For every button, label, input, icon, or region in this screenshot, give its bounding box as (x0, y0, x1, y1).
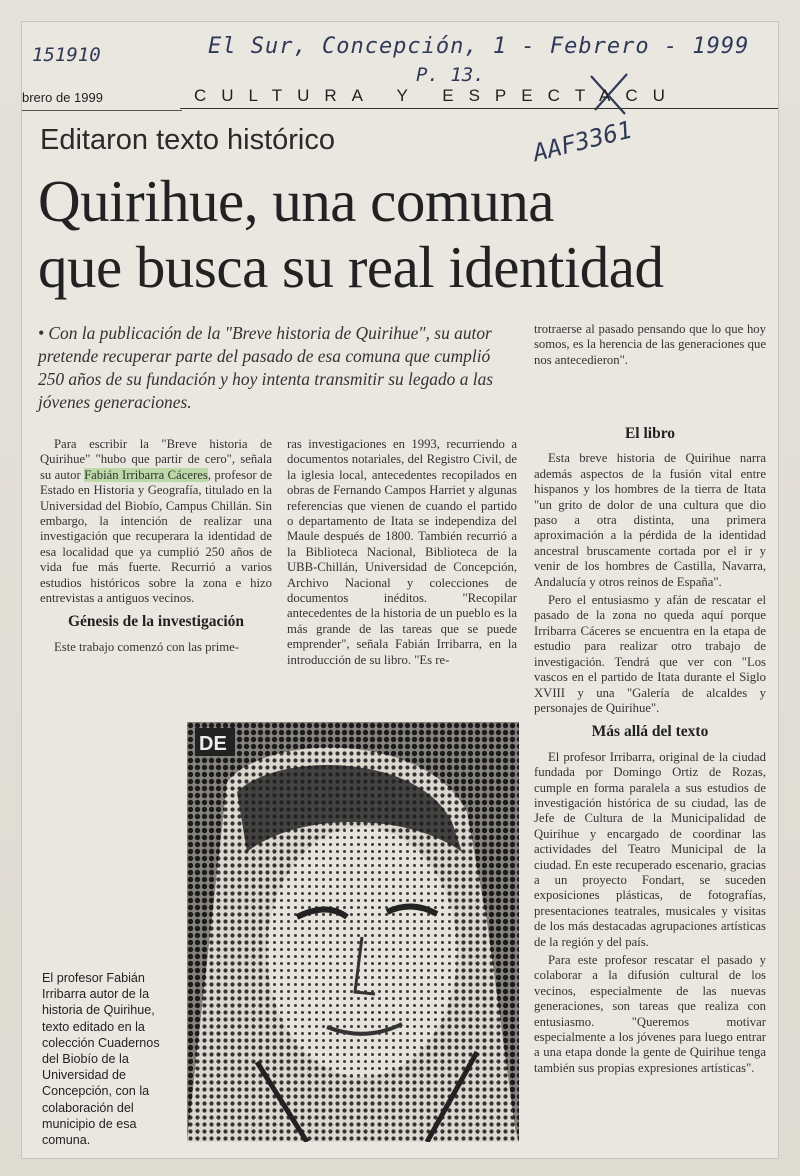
col3-paragraph-4: Para este profesor rescatar el pasado y colaborar a la difusión cultural de los vecinos, especialmente de las nuevas generaciones, son tareas que realiza con entusiasmo. "Queremos motivar especialmente a los jóvenes para luego entrar a una etapa donde la gente de Quirihue tenga también sus propias expresiones artísticas". (534, 953, 766, 1075)
halftone-portrait (187, 722, 519, 1142)
issue-date: brero de 1999 (22, 90, 103, 105)
article-column-2 (287, 437, 517, 671)
subhead-genesis: Génesis de la investigación (67, 613, 245, 631)
col1-paragraph-1 (40, 437, 272, 606)
article-headline (38, 168, 778, 300)
col2-paragraph-1: ras investigaciones en 1993, recurriendo a documentos notariales, del Registro Civil, de la iglesia local, antecedentes recopilados en obras de Fernando Campos Harriet y algunas referencias que vienen de cuando el partido o departamento de Itata se independiza del Maule después de 1800. También recurrió a la Biblioteca Nacional, Biblioteca de la UBB-Chillán, Universidad de Concepción, Archivo Nacional y colecciones de documentos inéditos. "Recopilar antecedentes de la historia de un pueblo es la más grande de las tareas que se puede emprender", señala Fabián Irribarra, en la introducción de su libro. "Es re- (287, 437, 517, 667)
article-kicker: Editaron texto histórico (40, 124, 335, 156)
section-rule (180, 108, 778, 109)
headline-line-1: Quirihue, una comuna (38, 168, 554, 234)
section-name: CULTURA Y ESPECTACU (194, 86, 680, 105)
author-photo (187, 722, 519, 1142)
handwritten-page: P. 13. (416, 64, 485, 86)
col1-text: Para escribir la "Breve historia de Quirihue" "hubo que partir de cero", señala su autor (40, 437, 272, 482)
handwritten-reference: 151910 (32, 44, 101, 66)
section-rule-left (22, 110, 182, 111)
article-column-1 (40, 437, 272, 658)
col3-paragraph-2: Pero el entusiasmo y afán de rescatar el pasado de la zona no queda aquí porque Irribarra Cáceres se encuentra en la etapa de estudio para realizar otro trabajo de investigación. Tendrá que ver con "Los vascos en el partido de Itata durante el Siglo XVIII y una "Galería de alcaldes y personajes de Quirihue". (534, 593, 766, 715)
col3-paragraph-1: Esta breve historia de Quirihue narra además aspectos de la fusión vital entre hispanos y los hombres de la tierra de Itata "un grito de dolor de una cultura que dio paso a otra distinta, una primera aproximación a la pérdida de la identidad ancestral bruscamente cortada por el ir y venir de los hombres de Castilla, Navarra, Andalucía y otros reinos de España". (534, 451, 766, 589)
article-lead: • Con la publicación de la "Breve historia de Quirihue", su autor pretende recuperar parte del pasado de esa comuna que cumplió 250 años de su fundación y hoy intenta transmitir su legado a las jóvenes generaciones. (38, 323, 494, 412)
handwritten-archive-code: AAF3361 (530, 115, 635, 168)
article-column-3-top (534, 322, 766, 371)
handwritten-source: El Sur, Concepción, 1 - Febrero - 1999 (208, 34, 750, 59)
headline-line-2: que busca su real identidad (38, 234, 664, 300)
photo-caption: El profesor Fabián Irribarra autor de la historia de Quirihue, texto editado en la colección Cuadernos del Biobío de la Universidad de Concepción, con la colaboración del municipio de esa comuna. (42, 971, 160, 1148)
article-column-3 (534, 418, 766, 1079)
highlighted-author-name: Fabián Irribarra Cáceres (84, 467, 208, 482)
col3-paragraph-0: trotraerse al pasado pensando que lo que hoy somos, es la herencia de las generaciones que nos antecedieron". (534, 322, 766, 367)
subhead-el-libro: El libro (624, 425, 676, 442)
photo-overlay-text: DE (199, 733, 227, 755)
col1-paragraph-2: Este trabajo comenzó con las prime- (54, 639, 239, 654)
col1-text-cont: , profesor de Estado en Historia y Geografía, titulado en la Universidad del Biobío, Campus Chillán. Sin embargo, la intención de realizar una investigación que recuperara la identidad de esa localidad que ya cumplió 250 años de vida fue más fuerte. Recurrió a varios estudios históricos sobre la zona e hizo entrevistas a antiguos vecinos. (40, 467, 272, 606)
col3-paragraph-3: El profesor Irribarra, original de la ciudad fundada por Domingo Ortiz de Rozas, cumple en forma paralela a sus estudios de investigación histórica de su ciudad, las de Jefe de Cultura de la Municipalidad de Quirihue y encargado de coordinar las actividades del Teatro Municipal de la ciudad. En este recuperado escenario, gracias a un proyecto Fondart, se suceden exposiciones plásticas, de fotografías, presentaciones teatrales, musicales y visitas de los más destacadas agrupaciones artísticas de la región y del país. (534, 749, 766, 949)
subhead-mas-alla: Más allá del texto (591, 723, 709, 741)
